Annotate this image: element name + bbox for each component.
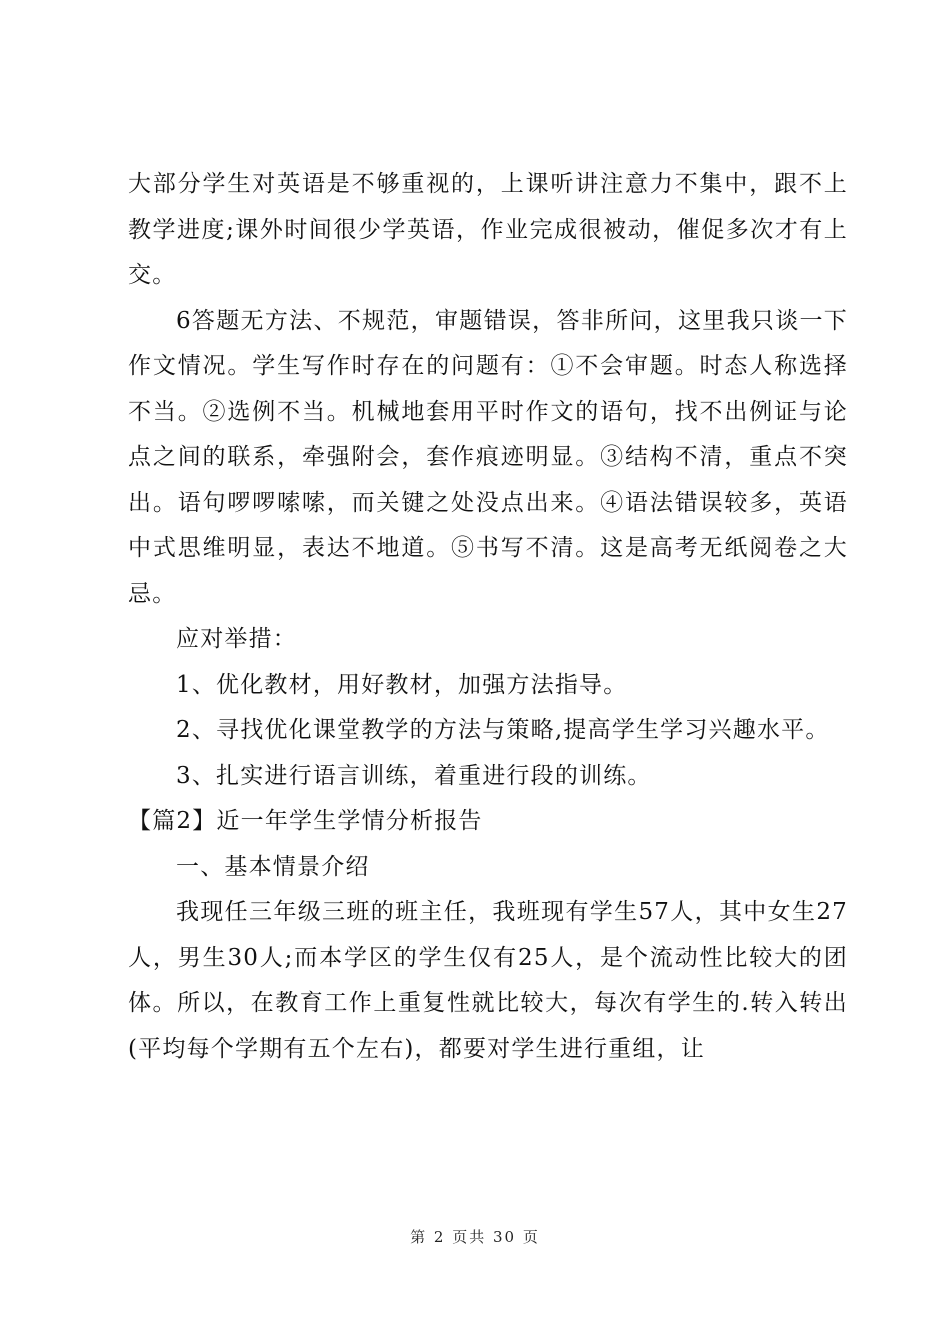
paragraph: 2、寻找优化课堂教学的方法与策略,提高学生学习兴趣水平。 bbox=[176, 717, 830, 743]
paragraph: 一、基本情景介绍 bbox=[176, 853, 370, 880]
paragraph: 应对举措： bbox=[176, 626, 297, 652]
paragraph: 3、扎实进行语言训练，着重进行段的训练。 bbox=[176, 762, 652, 789]
paragraph: 【篇2】近一年学生学情分析报告 bbox=[128, 808, 483, 834]
page-footer: 第 2 页共 30 页 bbox=[410, 1228, 540, 1246]
paragraph: 6答题无方法、不规范，审题错误，答非所问，这里我只谈一下作文情况。学生写作时存在的问题有：①不会审题。时态人称选择不当。②选例不当。机械地套用平时作文的语句，找不出例证与论点之间的联系，牵强附会，套作痕迹明显。③结构不清，重点不突出。语句啰啰嗦嗦，而关键之处没点出来。④语法错误较多，英语中式思维明显，表达不地道。⑤书写不清。这是高考无纸阅卷之大忌。 bbox=[128, 307, 848, 607]
paragraph: 我现任三年级三班的班主任，我班现有学生57人，其中女生27人，男生30人;而本学区的学生仅有25人，是个流动性比较大的团体。所以，在教育工作上重复性就比较大，每次有学生的.转入转出(平均每个学期有五个左右)，都要对学生进行重组，让 bbox=[128, 899, 848, 1062]
paragraph: 1、优化教材，用好教材，加强方法指导。 bbox=[176, 671, 628, 698]
body-text bbox=[128, 162, 848, 1072]
paragraph: 大部分学生对英语是不够重视的，上课听讲注意力不集中，跟不上教学进度;课外时间很少学英语，作业完成很被动，催促多次才有上交。 bbox=[128, 171, 848, 288]
